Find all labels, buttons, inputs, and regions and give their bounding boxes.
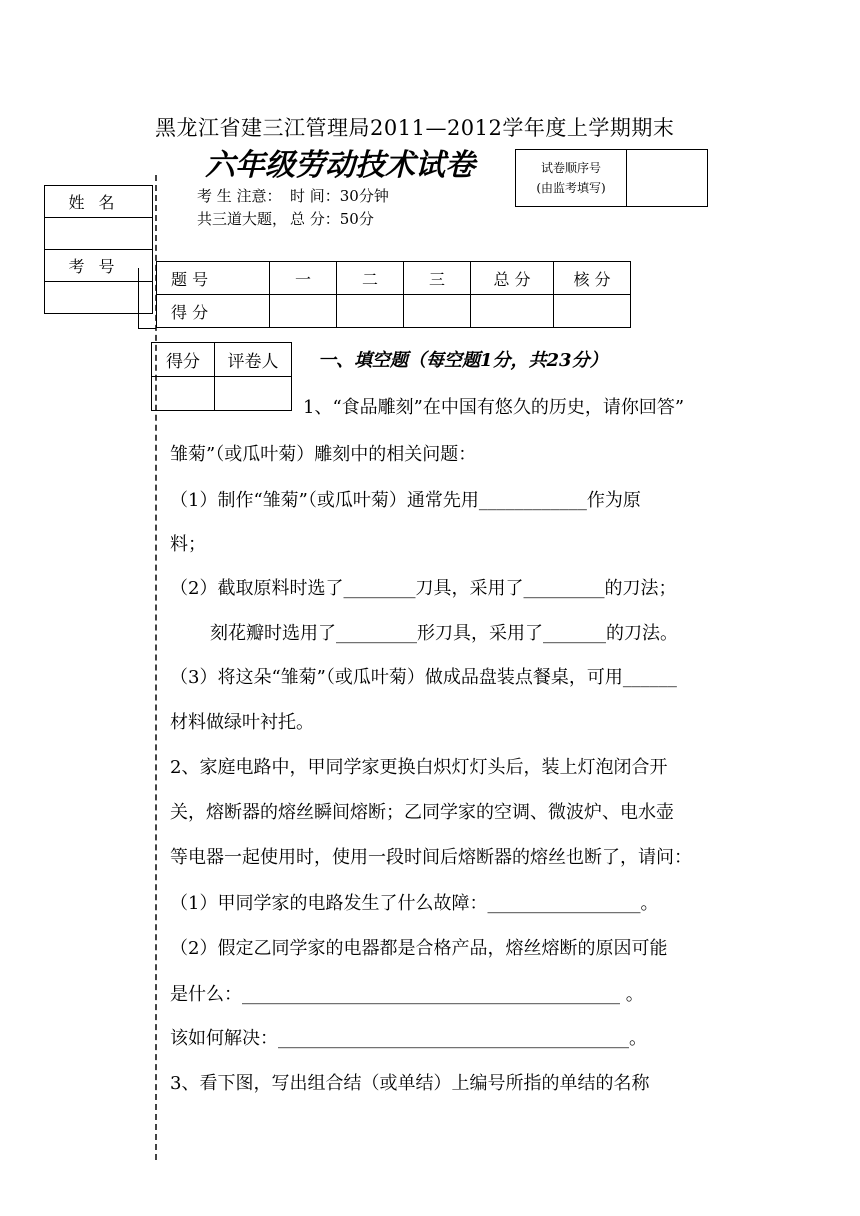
- name-field[interactable]: [45, 218, 153, 250]
- question-line: 3、看下图，写出组合结（或单结）上编号所指的单结的名称: [170, 1073, 650, 1094]
- notice-total: 总 分：50分: [290, 210, 374, 228]
- notice-label: 考 生 注意：: [197, 187, 282, 205]
- question-line: 1、“食品雕刻”在中国有悠久的历史，请你回答”: [303, 397, 685, 418]
- score-cell[interactable]: [554, 295, 631, 328]
- score-table-header-cell: 二: [337, 262, 404, 295]
- question-line: 该如何解决：_______________________________________。: [170, 1028, 647, 1049]
- sequence-number-label: 试卷顺序号: [540, 161, 601, 175]
- sequence-number-note: (由监考填写): [536, 181, 606, 195]
- grader-score-label: 得分: [152, 343, 215, 377]
- question-line: 2、家庭电路中，甲同学家更换白炽灯灯头后，装上灯泡闭合开: [170, 757, 668, 778]
- grader-box: [151, 342, 292, 411]
- question-line: （2）假定乙同学家的电器都是合格产品，熔丝熔断的原因可能: [170, 938, 668, 959]
- score-table-header-cell: 三: [404, 262, 471, 295]
- id-field[interactable]: [45, 282, 153, 314]
- score-cell[interactable]: [337, 295, 404, 328]
- question-line: 雏菊”（或瓜叶菊）雕刻中的相关问题：: [170, 444, 477, 465]
- score-row-label: 得 分: [157, 295, 270, 328]
- score-table-header-cell: 题 号: [157, 262, 270, 295]
- grader-name-field[interactable]: [215, 377, 292, 411]
- question-line: 关，熔断器的熔丝瞬间熔断；乙同学家的空调、微波炉、电水壶: [170, 802, 674, 823]
- question-line: 等电器一起使用时，使用一段时间后熔断器的熔丝也断了，请问：: [170, 847, 692, 868]
- name-label: 姓名: [45, 186, 153, 218]
- notice-time: 时 间：30分钟: [290, 187, 389, 205]
- question-line: （2）截取原料时选了________刀具，采用了_________的刀法；: [170, 578, 677, 599]
- question-line: （3）将这朵“雏菊”（或瓜叶菊）做成品盘装点餐桌，可用______: [170, 667, 677, 688]
- question-line: 刻花瓣时选用了_________形刀具，采用了_______的刀法。: [210, 623, 678, 644]
- sequence-number-field[interactable]: [627, 150, 708, 207]
- grader-name-label: 评卷人: [215, 343, 292, 377]
- score-table-header-row: [157, 262, 631, 295]
- exam-header-line1: 黑龙江省建三江管理局2011—2012学年度上学期期末: [155, 116, 675, 140]
- score-table-header-cell: 总 分: [471, 262, 554, 295]
- grader-score-field[interactable]: [152, 377, 215, 411]
- score-cell[interactable]: [404, 295, 471, 328]
- exam-title: 六年级劳动技术试卷: [205, 148, 475, 183]
- notice-sections: 共三道大题，: [197, 210, 288, 228]
- score-cell[interactable]: [471, 295, 554, 328]
- score-cell[interactable]: [270, 295, 337, 328]
- question-line: 是什么：__________________________________________ 。: [170, 984, 644, 1005]
- score-table-header-cell: 一: [270, 262, 337, 295]
- score-table-score-row: [157, 295, 631, 328]
- question-line: 料；: [170, 534, 206, 555]
- id-label: 考号: [45, 250, 153, 282]
- name-id-box: [44, 185, 153, 314]
- question-line: （1）甲同学家的电路发生了什么故障：_________________。: [170, 893, 659, 914]
- section-1-title: 一、填空题（每空题1分，共23分）: [318, 350, 608, 371]
- sequence-number-box: [515, 149, 708, 207]
- question-line: （1）制作“雏菊”（或瓜叶菊）通常先用____________作为原: [170, 490, 641, 511]
- binding-bracket: [138, 268, 156, 329]
- score-table-header-cell: 核 分: [554, 262, 631, 295]
- sequence-number-label-cell: [516, 150, 627, 207]
- question-line: 材料做绿叶衬托。: [170, 712, 314, 733]
- score-table: [156, 261, 631, 328]
